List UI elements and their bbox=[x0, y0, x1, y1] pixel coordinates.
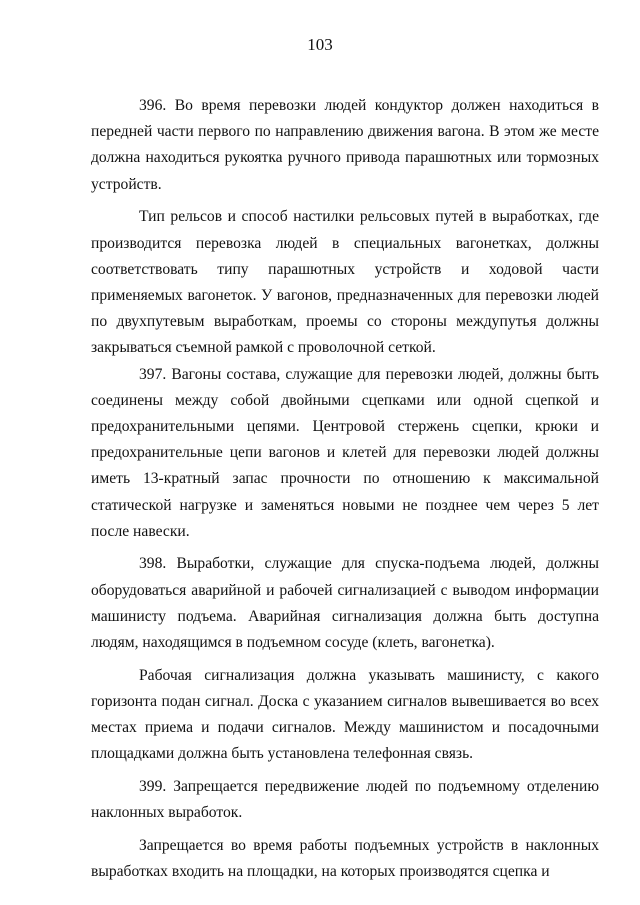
page-number: 103 bbox=[307, 35, 333, 54]
paragraph-397: 397. Вагоны состава, служащие для перевозки людей, должны быть соединены между собой двойными сцепками или одной сцепкой и предохранительными цепями. Центровой стержень сцепки, крюки и предохранительные цепи вагонов и клетей для перевозки людей должны иметь 13-кратный запас прочности по отношению к максимальной статической нагрузке и заменяться новыми не позднее чем через 5 лет после навески. bbox=[91, 365, 599, 540]
paragraph-396: 396. Во время перевозки людей кондуктор должен находиться в передней части первого по направлению движения вагона. В этом же месте должна находиться рукоятка ручного привода парашютных или тормозных устройств. bbox=[91, 97, 599, 193]
paragraph-prohibition: Запрещается во время работы подъемных устройств в наклонных выработках входить на площадки, на которых производятся сцепка и bbox=[91, 836, 599, 881]
paragraph-398: 398. Выработки, служащие для спуска-подъема людей, должны оборудоваться аварийной и рабочей сигнализацией с выводом информации машинисту подъема. Аварийная сигнализация должна быть доступна людям, находящимся в подъемном сосуде (клеть, вагонетка). bbox=[91, 555, 599, 652]
document-body bbox=[91, 93, 599, 885]
paragraph-rails: Тип рельсов и способ настилки рельсовых путей в выработках, где производится перевозка людей в специальных вагонетках, должны соответствовать типу парашютных устройств и ходовой части применяемых вагонеток. У вагонов, предназначенных для перевозки людей по двухпутевым выработкам, проемы со стороны междупутья должны закрываться съемной рамкой с проволочной сеткой. bbox=[91, 208, 599, 357]
paragraph-signaling: Рабочая сигнализация должна указывать машинисту, с какого горизонта подан сигнал. Доска с указанием сигналов вывешивается во всех местах приема и подачи сигналов. Между машинистом и посадочными площадками должна быть установлена телефонная связь. bbox=[91, 666, 599, 763]
paragraph-399: 399. Запрещается передвижение людей по подъемному отделению наклонных выработок. bbox=[91, 778, 599, 822]
